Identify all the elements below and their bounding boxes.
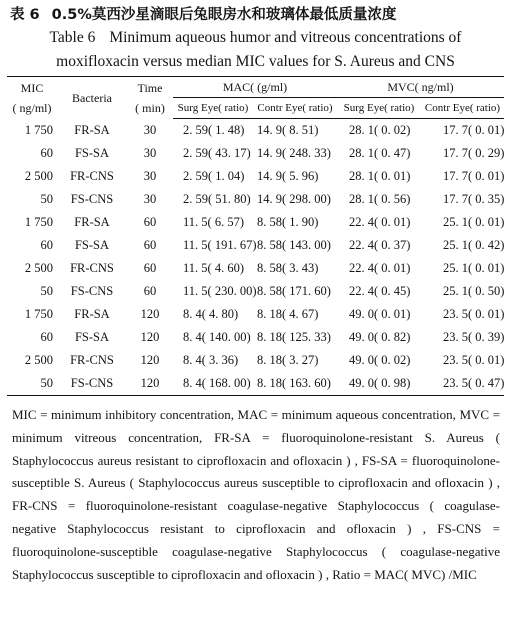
cell-bacteria: FR-SA [74,215,110,229]
cell-mic: 60 [40,146,53,160]
cell-mvc-surg: 49. 0( 0. 01) [349,307,411,321]
cell-mvc-contr: 23. 5( 0. 01) [443,353,505,367]
table-row [7,257,504,280]
cell-mac-surg: 11. 5( 6. 57) [183,215,244,229]
header-mic-unit: ( ng/ml) [12,100,52,115]
table-row [7,234,504,257]
cell-bacteria: FS-CNS [70,192,114,206]
cell-bacteria: FS-SA [74,330,110,344]
header-mvc: MVC( ng/ml) [337,77,504,98]
table-row [7,303,504,326]
cell-mvc-contr: 25. 1( 0. 42) [443,238,505,252]
cell-mvc-contr: 25. 1( 0. 01) [443,215,505,229]
cell-bacteria: FR-SA [74,307,110,321]
table-row [7,142,504,165]
cell-mac-contr: 8. 58( 171. 60) [257,284,331,298]
cell-mvc-contr: 23. 5( 0. 47) [421,372,504,396]
header-row-1 [7,77,504,98]
cell-mac-contr: 8. 18( 163. 60) [253,372,337,396]
cell-mvc-contr: 17. 7( 0. 35) [443,192,505,206]
table-number-en: Table 6 [49,29,96,46]
cell-bacteria: FR-CNS [70,261,114,275]
table-title-english [6,26,505,50]
table-body [7,119,504,396]
table-row [7,165,504,188]
header-time-unit: ( min) [135,100,165,115]
cell-mac-contr: 8. 18( 125. 33) [257,330,331,344]
cell-mvc-surg: 22. 4( 0. 01) [349,261,411,275]
table-row [7,326,504,349]
cell-mic: 50 [7,372,57,396]
table-title-cn-text: 0.5%莫西沙星滴眼后兔眼房水和玻璃体最低质量浓度 [51,7,397,23]
cell-mvc-contr: 23. 5( 0. 01) [443,307,505,321]
cell-mac-contr: 14. 9( 8. 51) [257,123,319,137]
cell-mvc-surg: 49. 0( 0. 82) [349,330,411,344]
table-title-chinese [10,4,505,26]
cell-time: 30 [143,146,157,160]
cell-time: 120 [140,330,160,344]
table-row [7,280,504,303]
table-footnote: MIC = minimum inhibitory concentration, MAC = minimum aqueous concentration, MVC = minimum vitreous concentration, FR-SA = fluoroquinolone-resistant S. Aureus ( Staphylococcus aureus resistant to ciprofloxacin and ofloxacin ) , FS-SA = fluoroquinolone-susceptible S. Aureus ( Staphylococcus aureus susceptible to ciprofloxacin and ofloxacin ) , FR-CNS = fluoroquinolone-resistant coagulase-negative Staphylococcus ( coagulase-negative Staphylococcus resistant to ciprofloxacin and ofloxacin ) , FS-CNS = fluoroquinolone-susceptible coagulase-negative Staphylococcus ( coagulase-negative Staphylococcus susceptible to ciprofloxacin and ofloxacin ) , Ratio = MAC( MVC) /MIC [12,407,500,582]
cell-time: 120 [127,372,173,396]
cell-mac-surg: 2. 59( 43. 17) [183,146,251,160]
cell-mac-surg: 8. 4( 4. 80) [183,307,239,321]
cell-mvc-contr: 17. 7( 0. 29) [443,146,505,160]
header-time: Time ( min) [127,77,173,119]
cell-bacteria: FR-SA [74,122,110,137]
cell-mac-contr: 8. 58( 3. 43) [257,261,319,275]
cell-mvc-contr: 17. 7( 0. 01) [443,169,505,183]
cell-time: 30 [143,192,157,206]
cell-mac-contr: 8. 58( 1. 90) [257,215,319,229]
cell-mac-surg: 8. 4( 168. 00) [173,372,253,396]
cell-bacteria: FR-CNS [70,353,114,367]
table-row [7,372,504,396]
header-mvc-contr: Contr Eye( ratio) [421,98,504,119]
header-mac-surg: Surg Eye( ratio) [173,98,253,119]
cell-time: 30 [143,169,157,183]
cell-time: 30 [143,122,157,137]
cell-mic: 2 500 [24,261,53,275]
cell-mac-surg: 8. 4( 3. 36) [183,353,239,367]
cell-mvc-surg: 22. 4( 0. 45) [349,284,411,298]
cell-bacteria: FS-CNS [70,284,114,298]
cell-mac-contr: 8. 18( 4. 67) [257,307,319,321]
cell-bacteria: FS-SA [74,238,110,252]
table-row [7,211,504,234]
cell-mac-surg: 2. 59( 1. 04) [183,169,245,183]
header-mac: MAC( (g/ml) [173,77,337,98]
cell-mac-contr: 14. 9( 248. 33) [257,146,331,160]
cell-mic: 50 [40,284,53,298]
cell-time: 120 [140,307,160,321]
cell-mic: 1 750 [24,122,53,137]
cell-mic: 50 [40,192,53,206]
cell-bacteria: FS-SA [74,146,110,160]
cell-mic: 1 750 [24,307,53,321]
table-title-en-line2: moxifloxacin versus median MIC values for S. Aureus and CNS [56,53,455,70]
header-mic: MIC ( ng/ml) [7,77,57,119]
cell-mac-surg: 11. 5( 191. 67) [183,238,257,252]
cell-mac-surg: 11. 5( 230. 00) [183,284,257,298]
header-bacteria: Bacteria [57,77,127,119]
cell-bacteria: FR-CNS [70,169,114,183]
cell-time: 60 [143,284,157,298]
cell-time: 60 [143,261,157,275]
cell-mvc-surg: 28. 1( 0. 56) [349,192,411,206]
cell-mvc-contr: 17. 7( 0. 01) [443,123,505,137]
cell-mvc-surg: 22. 4( 0. 37) [349,238,411,252]
cell-time: 60 [143,215,157,229]
cell-mvc-surg: 28. 1( 0. 47) [349,146,411,160]
cell-mac-contr: 8. 18( 3. 27) [257,353,319,367]
cell-mac-surg: 8. 4( 140. 00) [183,330,251,344]
cell-mac-surg: 2. 59( 1. 48) [183,123,245,137]
cell-mvc-contr: 23. 5( 0. 39) [443,330,505,344]
table-number-cn: 表 6 [10,7,40,23]
cell-mic: 60 [40,238,53,252]
cell-mvc-surg: 49. 0( 0. 02) [349,353,411,367]
table-row [7,349,504,372]
cell-mic: 2 500 [24,169,53,183]
cell-mvc-surg: 28. 1( 0. 01) [349,169,411,183]
cell-mic: 1 750 [24,215,53,229]
cell-time: 60 [143,238,157,252]
cell-mac-contr: 8. 58( 143. 00) [257,238,331,252]
cell-mvc-surg: 28. 1( 0. 02) [349,123,411,137]
cell-mvc-contr: 25. 1( 0. 50) [443,284,505,298]
cell-mac-surg: 11. 5( 4. 60) [183,261,244,275]
table-row [7,119,504,143]
cell-bacteria: FS-CNS [57,372,127,396]
cell-mic: 2 500 [24,353,53,367]
concentration-table [7,76,504,396]
table-row [7,188,504,211]
cell-mac-contr: 14. 9( 298. 00) [257,192,331,206]
cell-mic: 60 [40,330,53,344]
cell-time: 120 [140,353,160,367]
cell-mvc-contr: 25. 1( 0. 01) [443,261,505,275]
header-mvc-surg: Surg Eye( ratio) [337,98,421,119]
table-title-en-line1: Minimum aqueous humor and vitreous concentrations of [109,29,462,46]
header-mac-contr: Contr Eye( ratio) [253,98,337,119]
cell-mac-contr: 14. 9( 5. 96) [257,169,319,183]
cell-mvc-surg: 22. 4( 0. 01) [349,215,411,229]
cell-mvc-surg: 49. 0( 0. 98) [337,372,421,396]
cell-mac-surg: 2. 59( 51. 80) [183,192,251,206]
